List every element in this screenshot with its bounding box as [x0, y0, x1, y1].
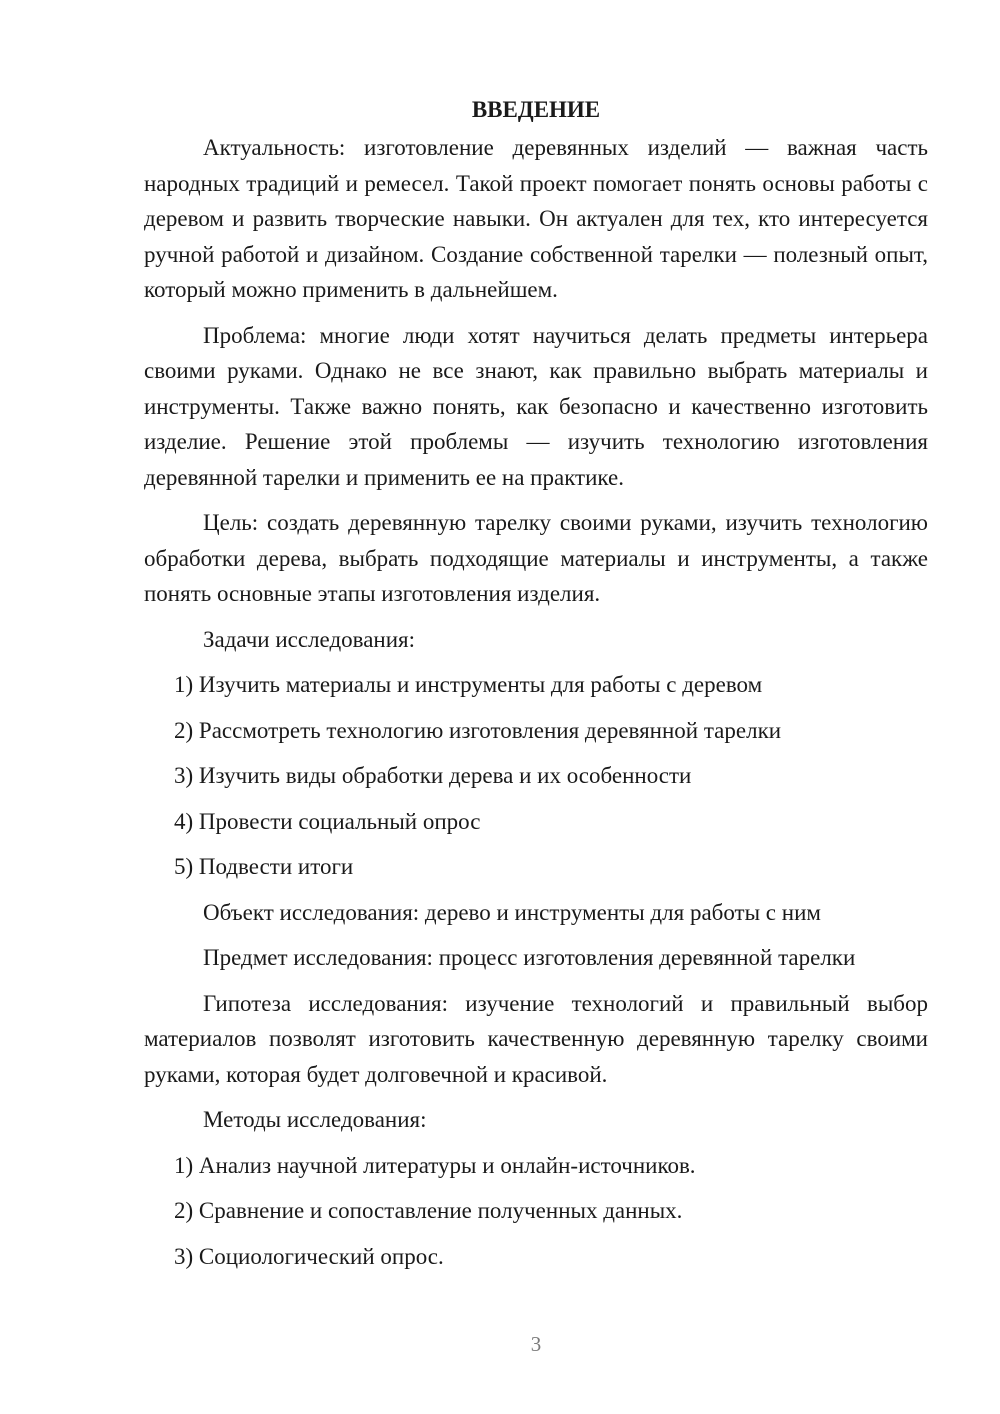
method-item: 1) Анализ научной литературы и онлайн-источников. — [174, 1152, 696, 1178]
relevance-paragraph: Актуальность: изготовление деревянных изделий — важная часть народных традиций и ремесел. Такой проект помогает понять основы работы с деревом и развить творческие навыки. Он актуален для тех, кто интересуется ручной работой и дизайном. Создание собственной тарелки — полезный опыт, который можно применить в дальнейшем. — [144, 135, 928, 302]
task-item: 3) Изучить виды обработки дерева и их особенности — [174, 763, 692, 788]
page-number: 3 — [530, 1332, 542, 1356]
problem-paragraph: Проблема: многие люди хотят научиться делать предметы интерьера своими руками. Однако не все знают, как правильно выбрать материалы и инструменты. Также важно понять, как безопасно и качественно изготовить изделие. Решение этой проблемы — изучить технологию изготовления деревянной тарелки и применить ее на практике. — [144, 322, 928, 490]
methods-heading: Методы исследования: — [203, 1107, 427, 1132]
method-item: 3) Социологический опрос. — [174, 1243, 444, 1269]
document-page — [144, 92, 928, 1284]
section-title: ВВЕДЕНИЕ — [471, 97, 601, 122]
task-item: 5) Подвести итоги — [174, 854, 354, 879]
task-item: 2) Рассмотреть технологию изготовления деревянной тарелки — [174, 717, 782, 743]
research-object: Объект исследования: дерево и инструменты для работы с ним — [203, 899, 821, 925]
hypothesis-paragraph: Гипотеза исследования: изучение технологий и правильный выбор материалов позволят изготовить качественную деревянную тарелку своими руками, которая будет долговечной и красивой. — [144, 990, 928, 1087]
method-item: 2) Сравнение и сопоставление полученных данных. — [174, 1198, 683, 1223]
task-item: 4) Провести социальный опрос — [174, 808, 481, 834]
task-item: 1) Изучить материалы и инструменты для работы с деревом — [174, 672, 763, 697]
tasks-heading: Задачи исследования: — [203, 626, 416, 652]
goal-paragraph: Цель: создать деревянную тарелку своими руками, изучить технологию обработки дерева, выбрать подходящие материалы и инструменты, а также понять основные этапы изготовления изделия. — [144, 510, 928, 606]
research-subject: Предмет исследования: процесс изготовления деревянной тарелки — [203, 945, 856, 970]
